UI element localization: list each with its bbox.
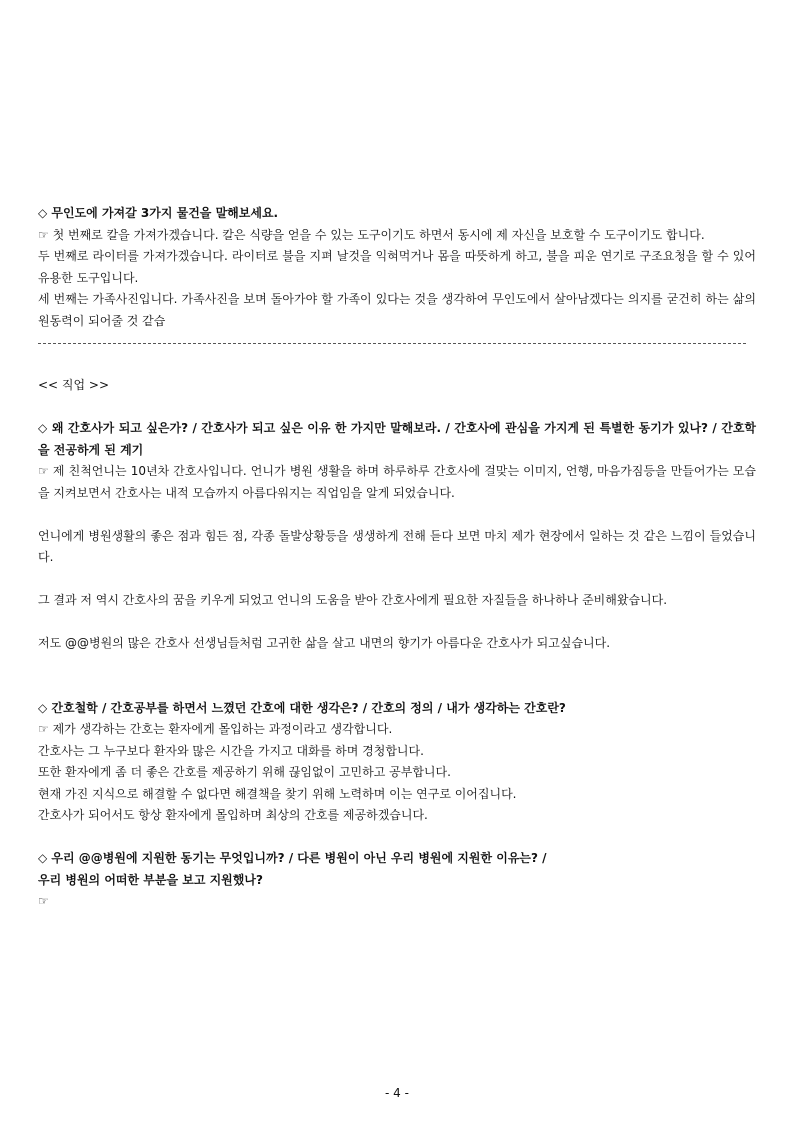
question-desert-island: ◇ 무인도에 가져갈 3가지 물건을 말해보세요. [38, 206, 279, 220]
page-content [38, 203, 756, 913]
answer-line: 또한 환자에게 좀 더 좋은 간호를 제공하기 위해 끊임없이 고민하고 공부합니다. [38, 765, 451, 779]
page-number: - 4 - [385, 1086, 409, 1100]
answer-line: 간호사는 그 누구보다 환자와 많은 시간을 가지고 대화를 하며 경청합니다. [38, 743, 424, 758]
answer-line: 간호사가 되어서도 항상 환자에게 몰입하며 최상의 간호를 제공하겠습니다. [38, 808, 428, 822]
answer-pointer: ☞ [38, 894, 49, 908]
category-title: << 직업 >> [38, 378, 110, 392]
question-why-nurse: ◇ 왜 간호사가 되고 싶은가? / 간호사가 되고 싶은 이유 한 가지만 말해보라. / 간호사에 관심을 가지게 된 특별한 동기가 있나? / 간호학을 전공하게 된 계기 [38, 421, 756, 457]
question-application-motive: ◇ 우리 @@병원에 지원한 동기는 무엇입니까? / 다른 병원이 아닌 우리 병원에 지원한 이유는? / [38, 851, 547, 865]
answer-paragraph: 그 결과 저 역시 간호사의 꿈을 키우게 되었고 언니의 도움을 받아 간호사에게 필요한 자질들을 하나하나 준비해왔습니다. [38, 593, 668, 607]
question-application-motive-cont: 우리 병원의 어떠한 부분을 보고 지원했나? [38, 872, 263, 887]
answer-paragraph: 두 번째로 라이터를 가져가겠습니다. 라이터로 불을 지펴 날것을 익혀먹거나 몸을 따뜻하게 하고, 불을 피운 연기로 구조요청을 할 수 있어 유용한 도구입니다. [38, 249, 756, 285]
answer-paragraph: 저도 @@병원의 많은 간호사 선생님들처럼 고귀한 삶을 살고 내면의 향기가 아름다운 간호사가 되고싶습니다. [38, 636, 611, 650]
answer-paragraph: ☞ 첫 번째로 칼을 가져가겠습니다. 칼은 식량을 얻을 수 있는 도구이기도 하면서 동시에 제 자신을 보호할 수 도구이기도 합니다. [38, 227, 705, 242]
answer-line: ☞ 제가 생각하는 간호는 환자에게 몰입하는 과정이라고 생각합니다. [38, 722, 393, 736]
question-nursing-philosophy: ◇ 간호철학 / 간호공부를 하면서 느꼈던 간호에 대한 생각은? / 간호의 정의 / 내가 생각하는 간호란? [38, 700, 566, 715]
answer-paragraph: 세 번째는 가족사진입니다. 가족사진을 보며 돌아가야 할 가족이 있다는 것을 생각하여 무인도에서 살아남겠다는 의지를 굳건히 하는 삶의 원동력이 되어줄 것 같습 [38, 292, 756, 328]
answer-paragraph: ☞ 제 친척언니는 10년차 간호사입니다. 언니가 병원 생활을 하며 하루하루 간호사에 걸맞는 이미지, 언행, 마음가짐등을 만들어가는 모습을 지켜보면서 간호사는 내적 모습까지 아름다워지는 직업임을 알게 되었습니다. [38, 464, 756, 500]
answer-paragraph: 언니에게 병원생활의 좋은 점과 힘든 점, 각종 돌발상황등을 생생하게 전해 듣다 보면 마치 제가 현장에서 일하는 것 같은 느낌이 들었습니다. [38, 528, 756, 564]
answer-line: 현재 가진 지식으로 해결할 수 없다면 해결책을 찾기 위해 노력하며 이는 연구로 이어집니다. [38, 786, 517, 801]
dashed-divider [38, 332, 756, 354]
